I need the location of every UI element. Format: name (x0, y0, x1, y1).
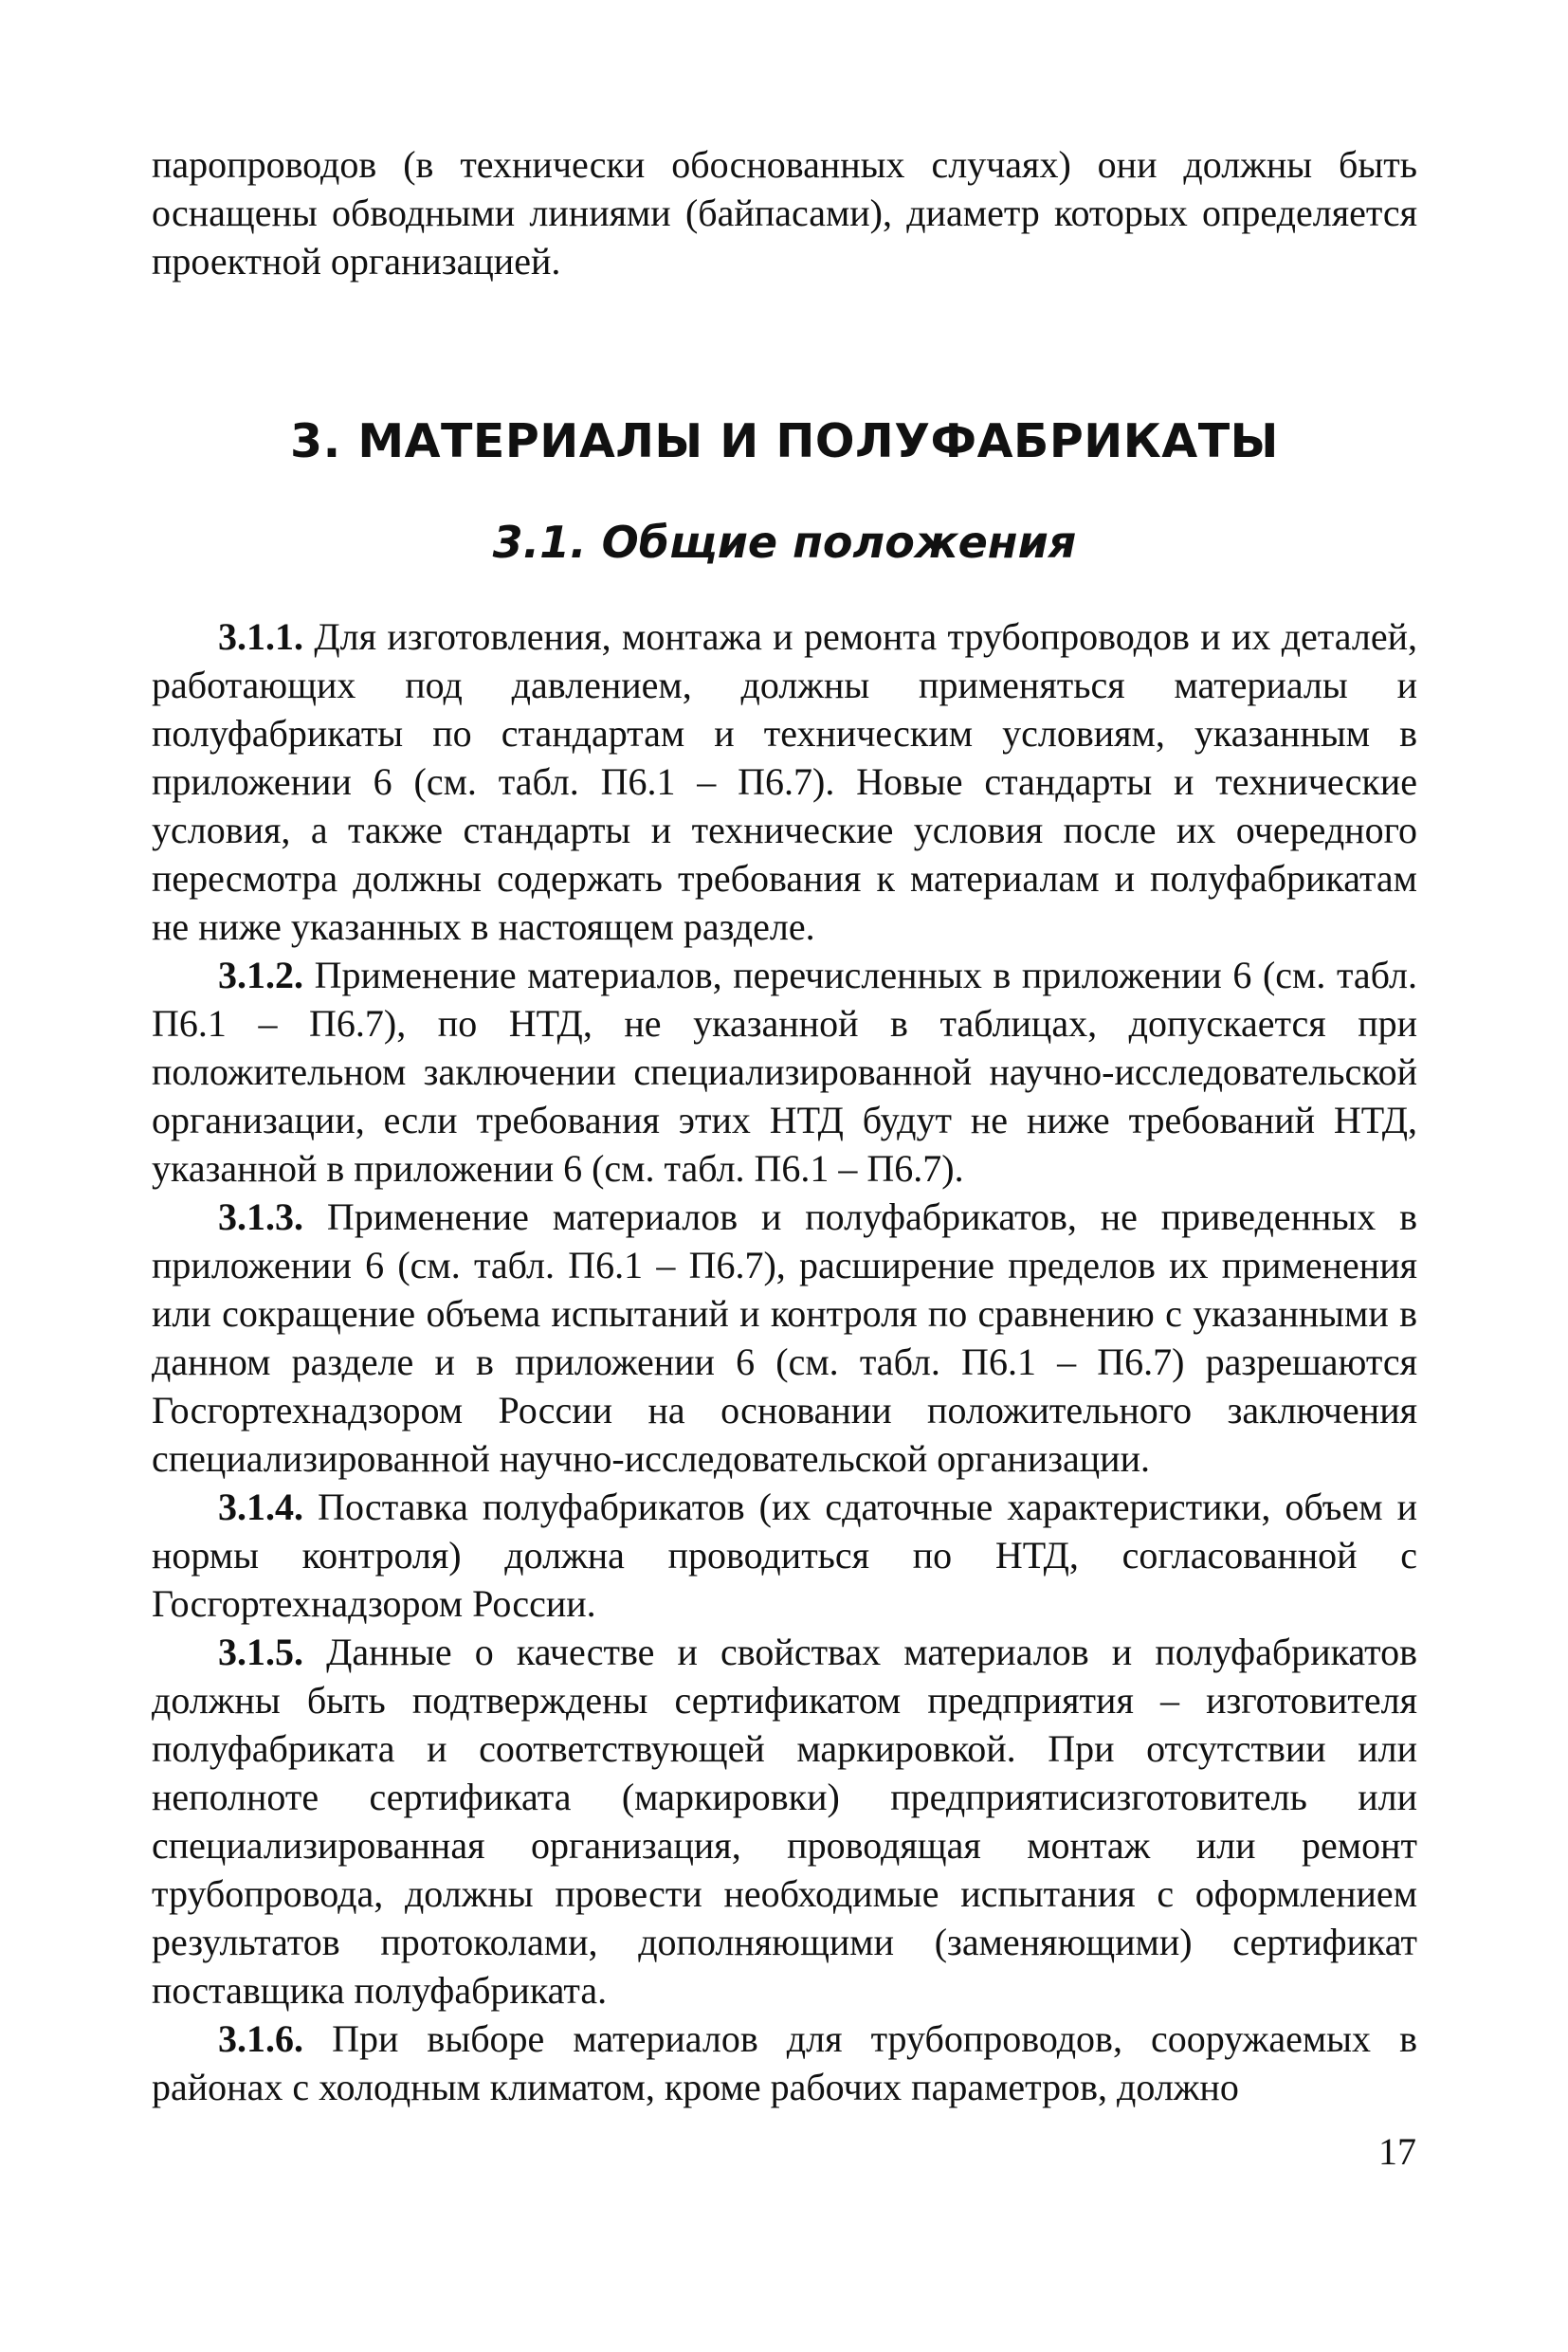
page-number: 17 (1378, 2130, 1416, 2173)
paragraph-text: При выборе материалов для трубопроводов, сооружаемых в районах с холодным климатом, кроме рабочих параметров, должно (152, 2017, 1417, 2108)
paragraph-3-1-5 (152, 1628, 1417, 2015)
paragraph-number: 3.1.1. (218, 615, 303, 658)
paragraph-3-1-4 (152, 1483, 1417, 1628)
paragraph-number: 3.1.2. (218, 954, 303, 996)
paragraph-text: Поставка полуфабрикатов (их сдаточные характеристики, объем и нормы контроля) должна проводиться по НТД, согласованной с Госгортехнадзором России. (152, 1486, 1417, 1625)
paragraph-number: 3.1.4. (218, 1486, 303, 1528)
paragraph-text: Применение материалов, перечисленных в приложении 6 (см. табл. П6.1 – П6.7), по НТД, не указанной в таблицах, допускается при положительном заключении специализированной научно-исследовательской организации, если требования этих НТД будут не ниже требований НТД, указанной в приложении 6 (см. табл. П6.1 – П6.7). (152, 954, 1417, 1190)
intro-paragraph: паропроводов (в технически обоснованных случаях) они должны быть оснащены обводными линиями (байпасами), диаметр которых определяется проектной организацией. (152, 143, 1417, 283)
paragraph-3-1-3 (152, 1193, 1417, 1483)
section-title: 3.1. Общие положения (492, 517, 1077, 568)
paragraph-text: Данные о качестве и свойствах материалов и полуфабрикатов должны быть подтверждены сертификатом предприятия – изготовителя полуфабриката и соответствующей маркировкой. При отсутствии или неполноте сертификата (маркировки) предприятисизготовитель или специализированная организация, проводящая монтаж или ремонт трубопровода, должны провести необходимые испытания с оформлением результатов протоколами, дополняющими (заменяющими) сертификат поставщика полуфабриката. (152, 1631, 1417, 2012)
paragraph-3-1-2 (152, 951, 1417, 1193)
paragraph-text: Применение материалов и полуфабрикатов, не приведенных в приложении 6 (см. табл. П6.1 – П6.7), расширение пределов их применения или сокращение объема испытаний и контроля по сравнению с указанными в данном разделе и в приложении 6 (см. табл. П6.1 – П6.7) разрешаются Госгортехнадзором России на основании положительного заключения специализированной научно-исследовательской организации. (152, 1195, 1417, 1480)
paragraph-number: 3.1.3. (218, 1195, 303, 1238)
paragraph-number: 3.1.5. (218, 1631, 303, 1673)
chapter-title: 3. МАТЕРИАЛЫ И ПОЛУФАБРИКАТЫ (290, 414, 1279, 468)
paragraph-3-1-1 (152, 612, 1417, 951)
paragraph-text: Для изготовления, монтажа и ремонта трубопроводов и их деталей, работающих под давлением, должны применяться материалы и полуфабрикаты по стандартам и техническим условиям, указанным в приложении 6 (см. табл. П6.1 – П6.7). Новые стандарты и технические условия, а также стандарты и технические условия после их очередного пересмотра должны содержать требования к материалам и полуфабрикатам не ниже указанных в настоящем разделе. (152, 615, 1417, 948)
paragraph-3-1-6 (152, 2015, 1417, 2111)
section-body (152, 612, 1417, 2111)
paragraph-number: 3.1.6. (218, 2017, 303, 2060)
